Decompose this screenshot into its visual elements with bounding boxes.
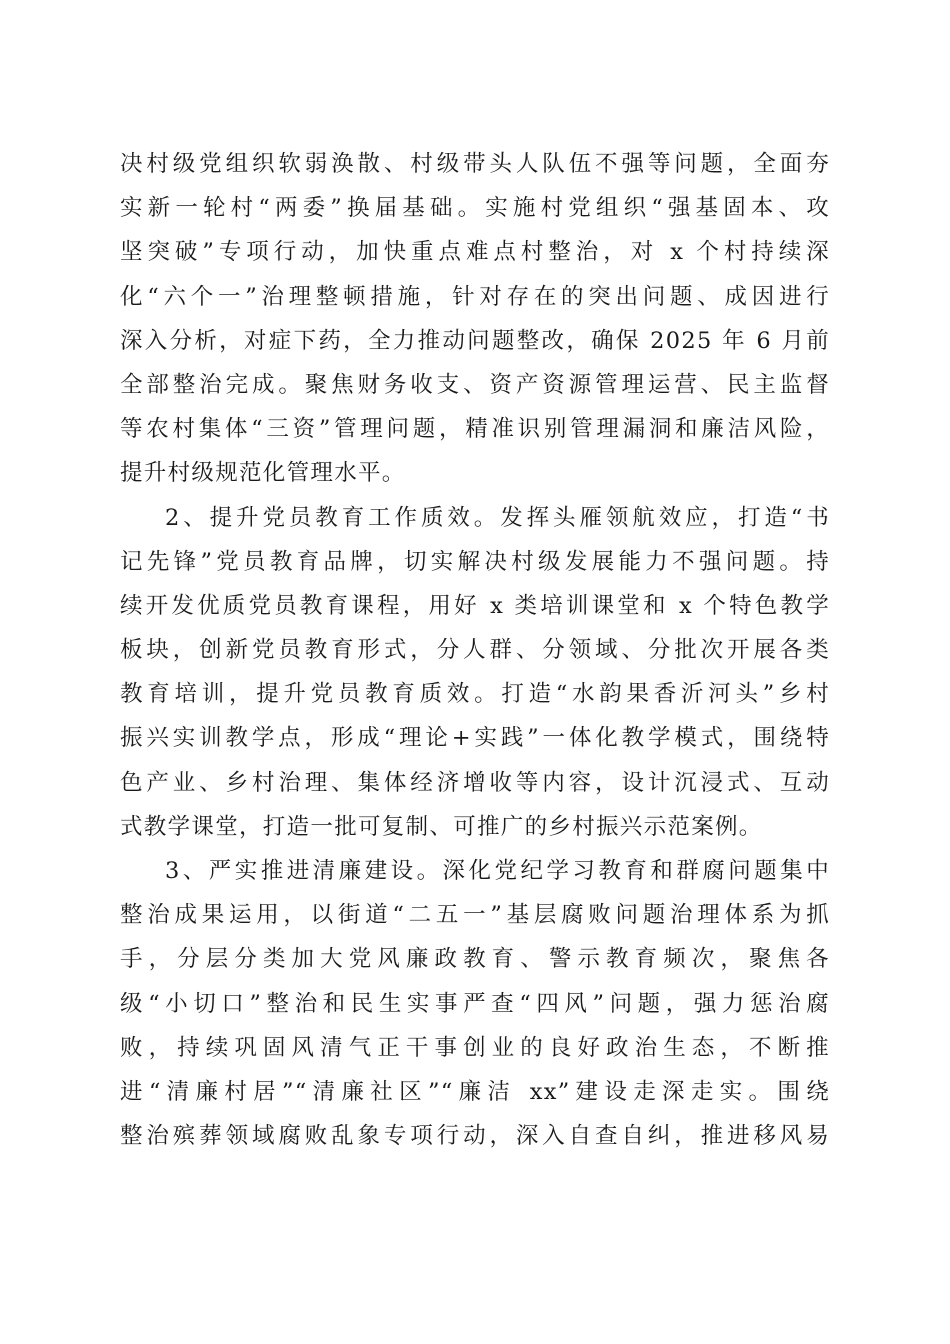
paragraph-2 bbox=[120, 496, 830, 850]
paragraph-line: 提升村级规范化管理水平。 bbox=[120, 460, 406, 487]
paragraph-1 bbox=[120, 142, 830, 496]
paragraph-line: 败，持续巩固风清气正干事创业的良好政治生态，不断推 bbox=[120, 1034, 830, 1061]
paragraph-line: 决村级党组织软弱涣散、村级带头人队伍不强等问题，全面夯 bbox=[120, 151, 830, 177]
paragraph-line: 手，分层分类加大党风廉政教育、警示教育频次，聚焦各 bbox=[120, 946, 830, 973]
paragraph-line: 色产业、乡村治理、集体经济增收等内容，设计沉浸式、互动 bbox=[120, 769, 830, 796]
paragraph-3 bbox=[120, 849, 830, 1158]
paragraph-line: 深入分析，对症下药，全力推动问题整改，确保 2025 年 6 月前 bbox=[120, 327, 830, 354]
paragraph-line: 等农村集体“三资”管理问题，精准识别管理漏洞和廉洁风险， bbox=[120, 416, 830, 443]
paragraph-line: 续开发优质党员教育课程，用好 x 类培训课堂和 x 个特色教学 bbox=[120, 592, 830, 619]
paragraph-line: 振兴实训教学点，形成“理论+实践”一体化教学模式，围绕特 bbox=[120, 725, 830, 752]
paragraph-line: 式教学课堂，打造一批可复制、可推广的乡村振兴示范案例。 bbox=[120, 813, 763, 840]
paragraph-line: 坚突破”专项行动，加快重点难点村整治，对 x 个村持续深 bbox=[120, 239, 830, 266]
document-body bbox=[120, 142, 830, 1158]
paragraph-line: 2、提升党员教育工作质效。发挥头雁领航效应，打造“书 bbox=[165, 504, 830, 531]
paragraph-line: 进“清廉村居”“清廉社区”“廉洁 xx”建设走深走实。围绕 bbox=[120, 1078, 830, 1105]
paragraph-line: 实新一轮村“两委”换届基础。实施村党组织“强基固本、攻 bbox=[120, 195, 830, 222]
paragraph-line: 化“六个一”治理整顿措施，针对存在的突出问题、成因进行 bbox=[120, 283, 830, 310]
paragraph-line: 板块，创新党员教育形式，分人群、分领域、分批次开展各类 bbox=[120, 637, 830, 664]
paragraph-line: 教育培训，提升党员教育质效。打造“水韵果香沂河头”乡村 bbox=[120, 681, 830, 708]
paragraph-line: 3、严实推进清廉建设。深化党纪学习教育和群腐问题集中 bbox=[165, 858, 830, 884]
paragraph-line: 全部整治完成。聚焦财务收支、资产资源管理运营、民主监督 bbox=[120, 371, 830, 398]
paragraph-line: 整治殡葬领域腐败乱象专项行动，深入自查自纠，推进移风易 bbox=[120, 1123, 830, 1150]
paragraph-line: 记先锋”党员教育品牌，切实解决村级发展能力不强问题。持 bbox=[120, 548, 830, 575]
paragraph-line: 整治成果运用，以街道“二五一”基层腐败问题治理体系为抓 bbox=[120, 902, 830, 929]
paragraph-line: 级“小切口”整治和民生实事严查“四风”问题，强力惩治腐 bbox=[120, 990, 830, 1017]
